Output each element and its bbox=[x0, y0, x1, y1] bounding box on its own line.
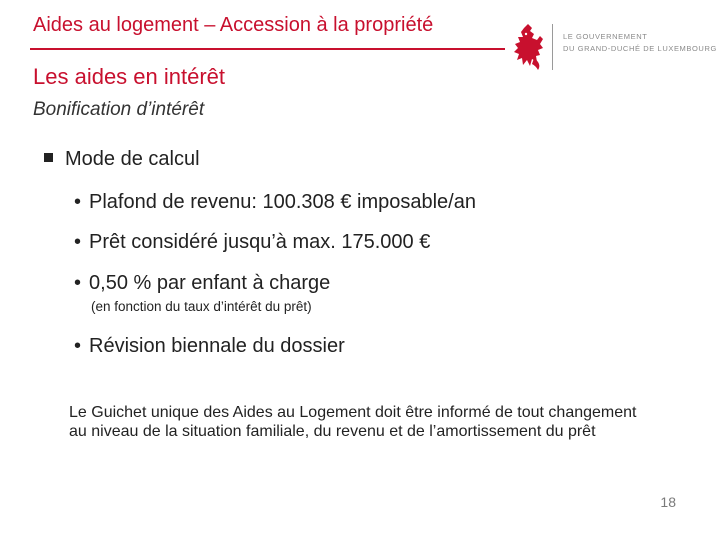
page-number: 18 bbox=[660, 494, 676, 510]
square-bullet-icon bbox=[44, 153, 53, 162]
bullet-dot-icon: • bbox=[74, 272, 82, 294]
list-item-note: (en fonction du taux d’intérêt du prêt) bbox=[91, 299, 312, 314]
logo-text-line2: DU GRAND-DUCHÉ DE LUXEMBOURG bbox=[563, 44, 717, 53]
list-item-text: Plafond de revenu: 100.308 € imposable/an bbox=[89, 191, 476, 213]
note-paragraph: Le Guichet unique des Aides au Logement doit être informé de tout changement au niveau de la situation familiale, du revenu et de l’amortissement du prêt bbox=[69, 404, 637, 440]
list-item-text: Révision biennale du dossier bbox=[89, 335, 345, 357]
list-item bbox=[74, 335, 345, 358]
list-item-text: 0,50 % par enfant à charge bbox=[89, 272, 331, 294]
bullet-dot-icon: • bbox=[74, 335, 82, 357]
main-bullet-text: Mode de calcul bbox=[65, 148, 200, 170]
list-item bbox=[74, 191, 476, 214]
logo-text-line1: LE GOUVERNEMENT bbox=[563, 32, 648, 41]
section-subtitle: Bonification d’intérêt bbox=[33, 99, 205, 120]
main-bullet bbox=[44, 148, 200, 171]
list-item-text: Prêt considéré jusqu’à max. 175.000 € bbox=[89, 231, 431, 253]
bullet-dot-icon: • bbox=[74, 191, 82, 213]
government-logo bbox=[510, 22, 715, 74]
luxembourg-lion-icon bbox=[510, 22, 550, 72]
header-title: Aides au logement – Accession à la propriété bbox=[33, 14, 434, 36]
logo-divider bbox=[552, 24, 553, 70]
bullet-dot-icon: • bbox=[74, 231, 82, 253]
list-item bbox=[74, 272, 330, 295]
header-rule bbox=[30, 48, 505, 50]
list-item bbox=[74, 231, 430, 254]
section-title: Les aides en intérêt bbox=[33, 64, 226, 89]
